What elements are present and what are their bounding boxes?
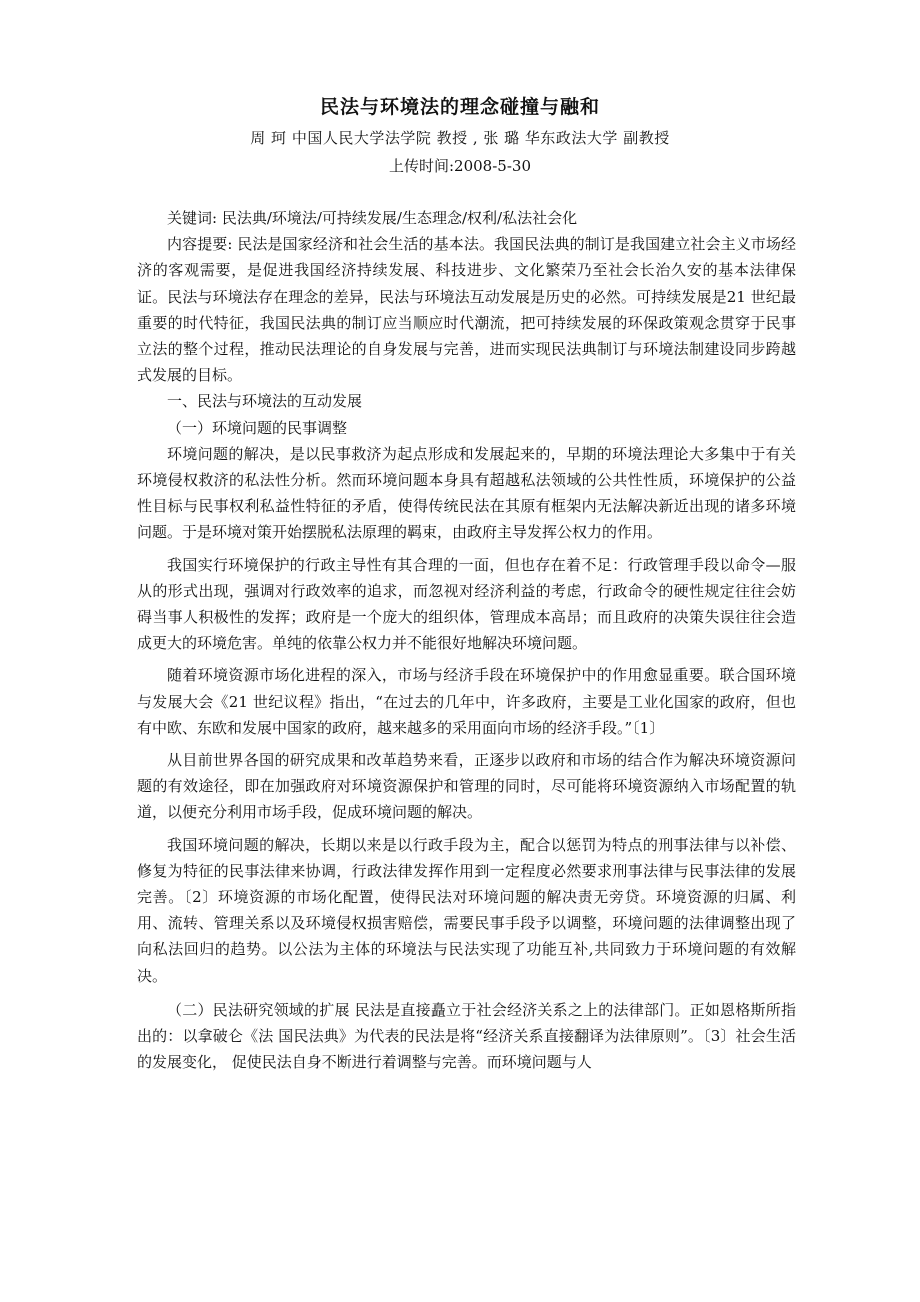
body-paragraph: 随着环境资源市场化进程的深入，市场与经济手段在环境保护中的作用愈显重要。联合国环境与发展大会《21 世纪议程》指出，“在过去的几年中，许多政府，主要是工业化国家的政府，但也有中欧、东欧和发展中国家的政府，越来越多的采用面向市场的经济手段。”〔1〕 <box>137 666 796 737</box>
upload-time: 上传时间:2008-5-30 <box>389 157 531 175</box>
article-authors: 周 珂 中国人民大学法学院 教授 , 张 璐 华东政法大学 副教授 <box>250 129 670 147</box>
subsection-heading: （一）环境问题的民事调整 <box>167 418 348 437</box>
article-body <box>137 205 796 1076</box>
body-paragraph: （二）民法研究领域的扩展 民法是直接矗立于社会经济关系之上的法律部门。正如恩格斯所指出的：以拿破仑《法 国民法典》为代表的民法是将“经济关系直接翻译为法律原则”。〔3〕社会生活的发展变化， 促使民法自身不断进行着调整与完善。而环境问题与人 <box>137 1000 796 1072</box>
body-paragraph: 从目前世界各国的研究成果和改革趋势来看，正逐步以政府和市场的结合作为解决环境资源问题的有效途径，即在加强政府对环境资源保护和管理的同时，尽可能将环境资源纳入市场配置的轨道，以便充分利用市场手段，促成环境问题的解决。 <box>137 751 796 822</box>
keywords: 关键词: 民法典/环境法/可持续发展/生态理念/权利/私法社会化 <box>167 209 578 227</box>
section-heading: 一、民法与环境法的互动发展 <box>167 392 363 411</box>
article-title: 民法与环境法的理念碰撞与融和 <box>319 96 600 118</box>
abstract: 内容提要: 民法是国家经济和社会生活的基本法。我国民法典的制订是我国建立社会主义市场经济的客观需要，是促进我国经济持续发展、科技进步、文化繁荣乃至社会长治久安的基本法律保证。民法与环境法存在理念的差异，民法与环境法互动发展是历史的必然。可持续发展是21 世纪最重要的时代特征，我国民法典的制订应当顺应时代潮流，把可持续发展的环保政策观念贯穿于民事立法的整个过程，推动民法理论的自身发展与完善，进而实现民法典制订与环境法制建设同步跨越式发展的目标。 <box>137 235 796 385</box>
body-paragraph: 我国实行环境保护的行政主导性有其合理的一面，但也存在着不足：行政管理手段以命令—服从的形式出现，强调对行政效率的追求，而忽视对经济利益的考虑，行政命令的硬性规定往往会妨碍当事人积极性的发挥；政府是一个庞大的组织体，管理成本高昂；而且政府的决策失误往往会造成更大的环境危害。单纯的依靠公权力并不能很好地解决环境问题。 <box>137 555 796 653</box>
body-paragraph: 环境问题的解决，是以民事救济为起点形成和发展起来的，早期的环境法理论大多集中于有关环境侵权救济的私法性分析。然而环境问题本身具有超越私法领域的公共性性质，环境保护的公益性目标与民事权利私益性特征的矛盾，使得传统民法在其原有框架内无法解决新近出现的诸多环境问题。于是环境对策开始摆脱私法原理的羁束，由政府主导发挥公权力的作用。 <box>137 444 796 542</box>
body-paragraph: 我国环境问题的解决，长期以来是以行政手段为主，配合以惩罚为特点的刑事法律与以补偿、修复为特征的民事法律来协调，行政法律发挥作用到一定程度必然要求刑事法律与民事法律的发展完善。〔2〕环境资源的市场化配置，使得民法对环境问题的解决责无旁贷。环境资源的归属、利用、流转、管理关系以及环境侵权损害赔偿，需要民事手段予以调整，环境问题的法律调整出现了向私法回归的趋势。以公法为主体的环境法与民法实现了功能互补,共同致力于环境问题的有效解决。 <box>137 835 796 985</box>
